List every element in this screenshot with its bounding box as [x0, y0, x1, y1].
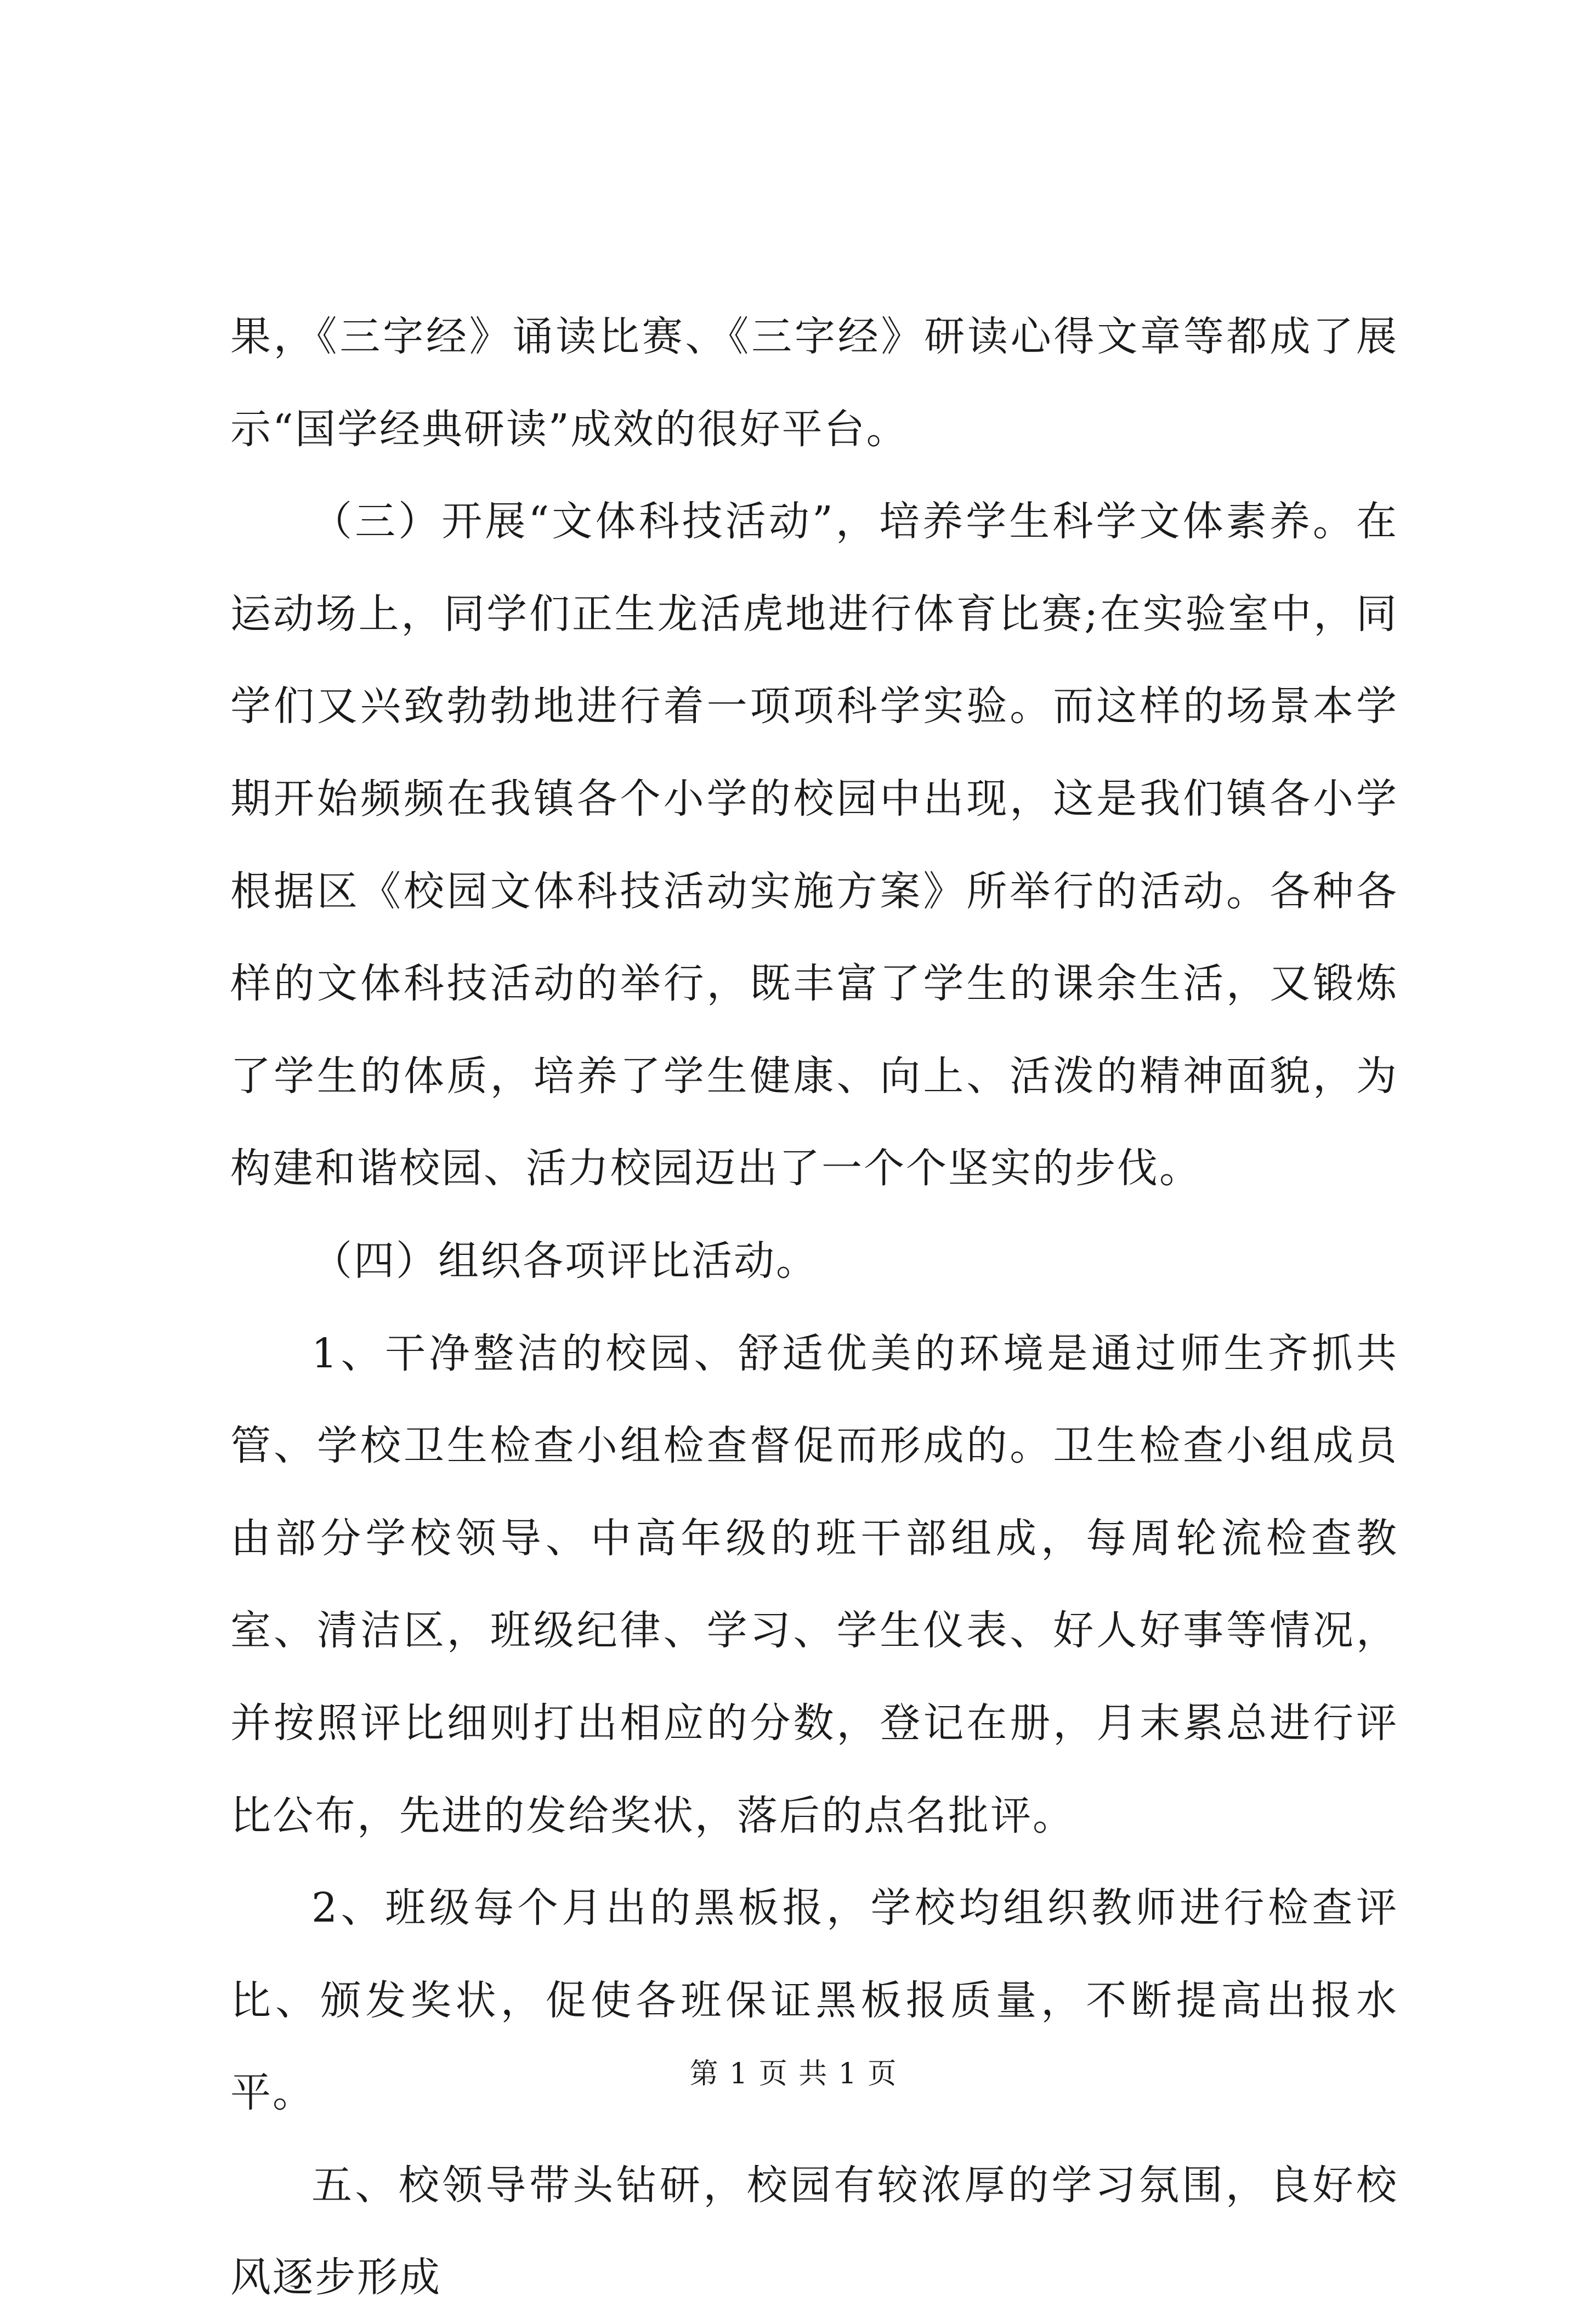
paragraph-section-four: （四）组织各项评比活动。 — [311, 1237, 818, 1285]
page-footer: 第 1 页 共 1 页 — [689, 2058, 898, 2090]
document-body — [230, 291, 1398, 2324]
paragraph-section-five: 五、校领导带头钻研，校园有较浓厚的学习氛围，良好校风逐步形成 — [230, 2161, 1398, 2302]
paragraph-continuation: 果，《三字经》诵读比赛、《三字经》研读心得文章等都成了展示“国学经典研读”成效的很好平台。 — [230, 313, 1398, 453]
paragraph-section-three: （三）开展“文体科技活动”，培养学生科学文体素养。在运动场上，同学们正生龙活虎地进行体育比赛;在实验室中，同学们又兴致勃勃地进行着一项项科学实验。而这样的场景本学期开始频频在我镇各个小学的校园中出现，这是我们镇各小学根据区《校园文体科技活动实施方案》所举行的活动。各种各样的文体科技活动的举行，既丰富了学生的课余生活，又锻炼了学生的体质，培养了学生健康、向上、活泼的精神面貌，为构建和谐校园、活力校园迈出了一个个坚实的步伐。 — [230, 498, 1398, 1192]
paragraph-item-one: 1、干净整洁的校园、舒适优美的环境是通过师生齐抓共管、学校卫生检查小组检查督促而形成的。卫生检查小组成员由部分学校领导、中高年级的班干部组成，每周轮流检查教室、清洁区，班级纪律、学习、学生仪表、好人好事等情况，并按照评比细则打出相应的分数，登记在册，月末累总进行评比公布，先进的发给奖状，落后的点名批评。 — [230, 1329, 1398, 1839]
paragraph-item-two: 2、班级每个月出的黑板报，学校均组织教师进行检查评比、颁发奖状，促使各班保证黑板报质量，不断提高出报水平。 — [230, 1884, 1398, 2117]
